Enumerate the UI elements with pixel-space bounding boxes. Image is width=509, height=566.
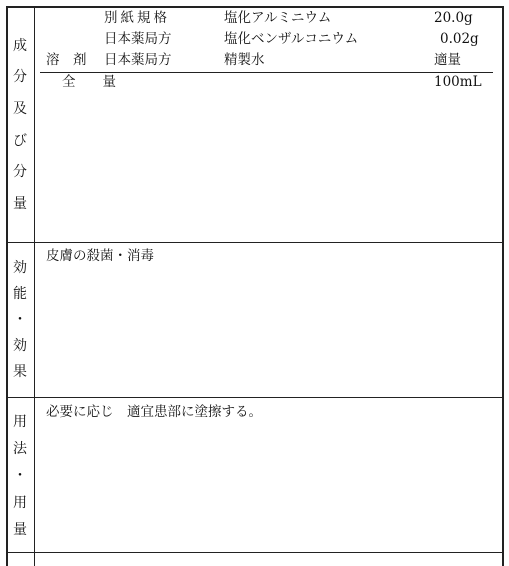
total-label: 全 量 [62, 74, 116, 90]
label-char: 量 [13, 196, 27, 213]
usage-section-label [6, 408, 34, 543]
usage-text: 必要に応じ 適宜患部に塗擦する。 [46, 404, 262, 420]
label-char: 分 [13, 164, 27, 181]
label-column-divider [34, 6, 35, 566]
total-amount: 100mL [434, 74, 482, 90]
section-divider-3 [6, 552, 504, 553]
label-char: 効 [13, 338, 27, 354]
efficacy-text: 皮膚の殺菌・消毒 [46, 248, 154, 264]
section-divider-2 [6, 397, 504, 398]
label-char: 量 [13, 521, 27, 538]
efficacy-section-label [6, 255, 34, 385]
total-separator-line [40, 72, 493, 73]
ingredient-name: 塩化アルミニウム [224, 10, 332, 26]
label-char: 分 [13, 69, 27, 86]
label-char: 法 [13, 440, 27, 457]
ingredient-standard: 日本薬局方 [104, 52, 172, 68]
label-char: 用 [13, 494, 27, 511]
label-char: 能 [13, 286, 27, 302]
document-table-frame [6, 6, 504, 566]
ingredient-name: 塩化ベンザルコニウム [224, 31, 359, 47]
label-char: ・ [13, 312, 27, 328]
ingredient-amount: 20.0g [434, 10, 473, 26]
label-char: 果 [13, 364, 27, 380]
ingredient-name: 精製水 [224, 52, 265, 68]
ingredient-standard: 別紙規格 [104, 10, 170, 26]
label-char: 成 [13, 37, 27, 54]
label-char: 及 [13, 101, 27, 118]
label-char: 用 [13, 413, 27, 430]
ingredient-amount: 適量 [434, 52, 461, 68]
composition-section-label [6, 30, 34, 220]
section-divider-1 [6, 242, 504, 243]
ingredient-amount: 0.02g [440, 31, 479, 47]
solvent-category: 溶 剤 [46, 52, 87, 68]
label-char: び [13, 132, 27, 149]
label-char: ・ [13, 467, 27, 484]
ingredient-standard: 日本薬局方 [104, 31, 172, 47]
label-char: 効 [13, 260, 27, 276]
